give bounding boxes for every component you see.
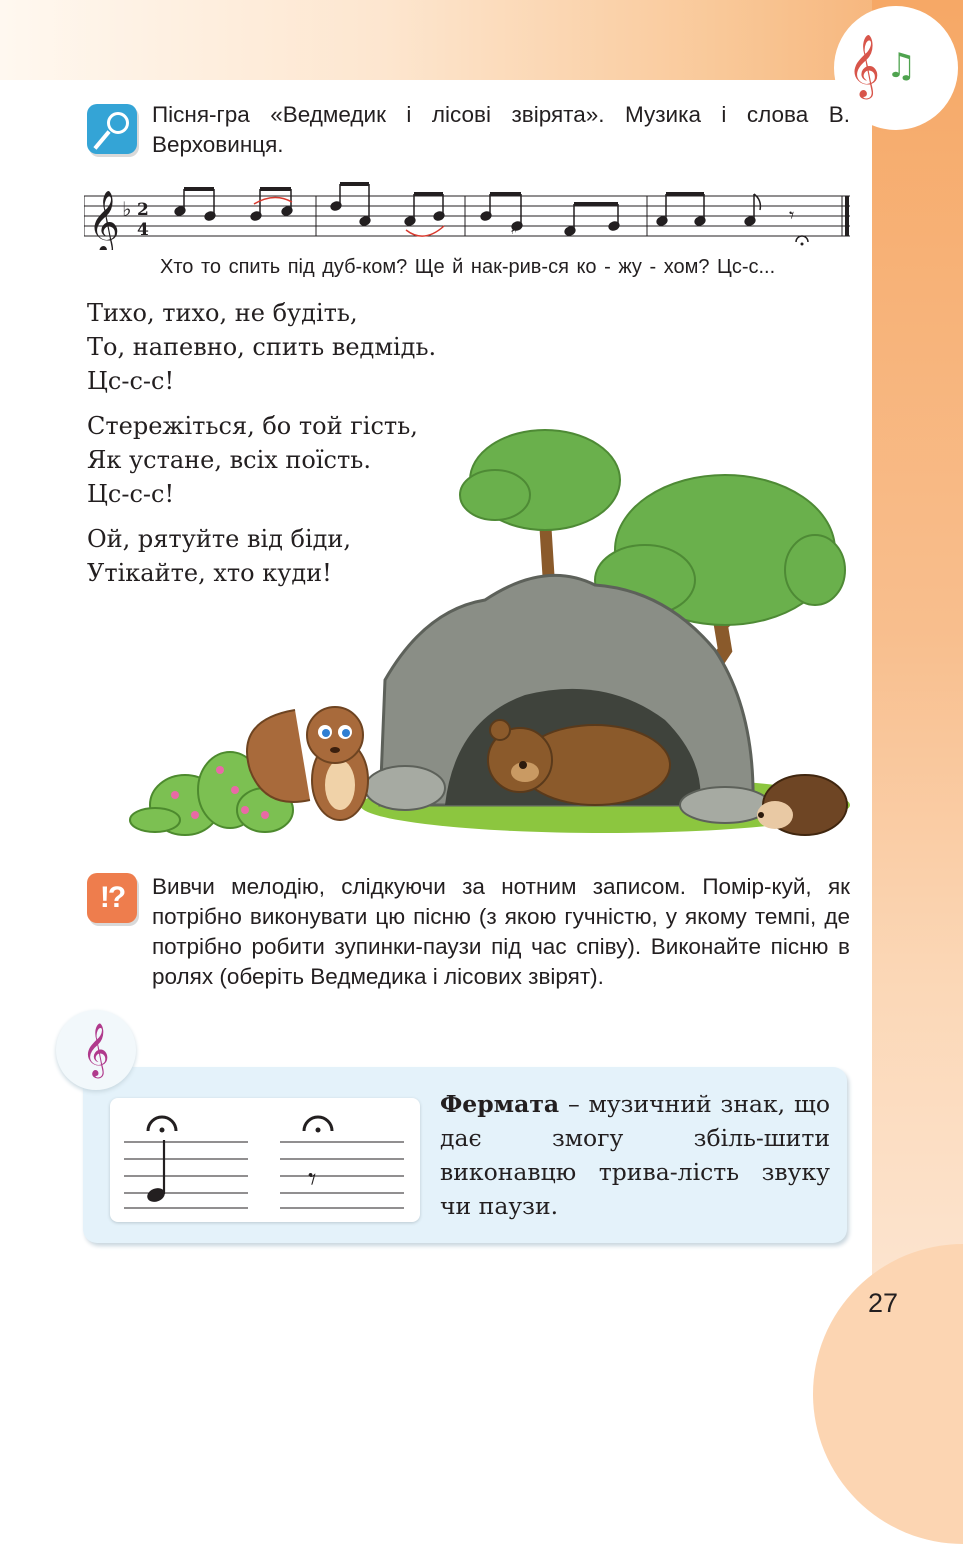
fermata-over-note: [145, 1117, 176, 1204]
corner-badge: [834, 6, 958, 130]
time-signature-top: 2: [137, 200, 149, 220]
song-intro-text: Пісня-гра «Ведмедик і лісові звірята». Музика і слова В. Верховинця.: [152, 102, 850, 157]
sharp-sign: ♯: [510, 219, 518, 238]
definition-text: – музичний знак, що дає змогу збіль-шити виконавцю трива-лість звуку чи паузи.: [440, 1090, 830, 1220]
verse-2: Стережіться, бо той гість, Як устане, всіх поїсть. Цс-с-с!: [87, 412, 418, 508]
eighth-rest: 𝄾: [789, 203, 795, 227]
forest-cave-illustration: [125, 420, 850, 850]
top-decorative-band: [0, 0, 963, 80]
notes: [174, 184, 760, 236]
music-staff-notation: [84, 180, 850, 250]
verse-1: Тихо, тихо, не будіть, То, напевно, спить ведмідь. Цс-с-с!: [87, 299, 437, 395]
svg-text:𝄾: 𝄾: [308, 1160, 317, 1198]
treble-clef: 𝄞: [88, 190, 120, 250]
hedgehog: [757, 775, 847, 835]
key-signature-flat: ♭: [122, 197, 132, 221]
task-text: Вивчи мелодію, слідкуючи за нотним записом. Помір-куй, як потрібно виконувати цю пісню (з якою гучністю, у якому темпі, де потрібно робити зупинки-паузи під час співу). Виконайте пісню в ролях (оберіть Ведмедика і лісових звірят).: [152, 874, 850, 989]
treble-clef-icon: 𝄞: [56, 1010, 136, 1090]
fermata-definition: [440, 1087, 830, 1223]
fermata-mark: [796, 236, 808, 242]
song-lyrics: Хто то спить під дуб-ком? Ще й нак-рив-ся ко - жу - хом? Цс-с...: [160, 256, 776, 278]
music-staff: [84, 180, 850, 250]
fermata-over-rest: [304, 1117, 332, 1198]
fermata-examples-card: [110, 1098, 420, 1222]
definition-term: Фермата: [440, 1090, 560, 1118]
page-number: 27: [868, 1288, 899, 1318]
treble-clef-notes-icon: 𝄞: [848, 34, 880, 97]
question-icon-label: !?: [99, 881, 125, 914]
verse-3: Ой, рятуйте від біди, Утікайте, хто куди!: [87, 525, 352, 587]
microphone-icon: [87, 104, 137, 154]
music-note-icon: ♫: [886, 46, 917, 86]
side-decorative-band: [872, 0, 963, 1394]
time-signature-bottom: 4: [137, 220, 149, 240]
question-exclamation-icon: [87, 873, 137, 923]
